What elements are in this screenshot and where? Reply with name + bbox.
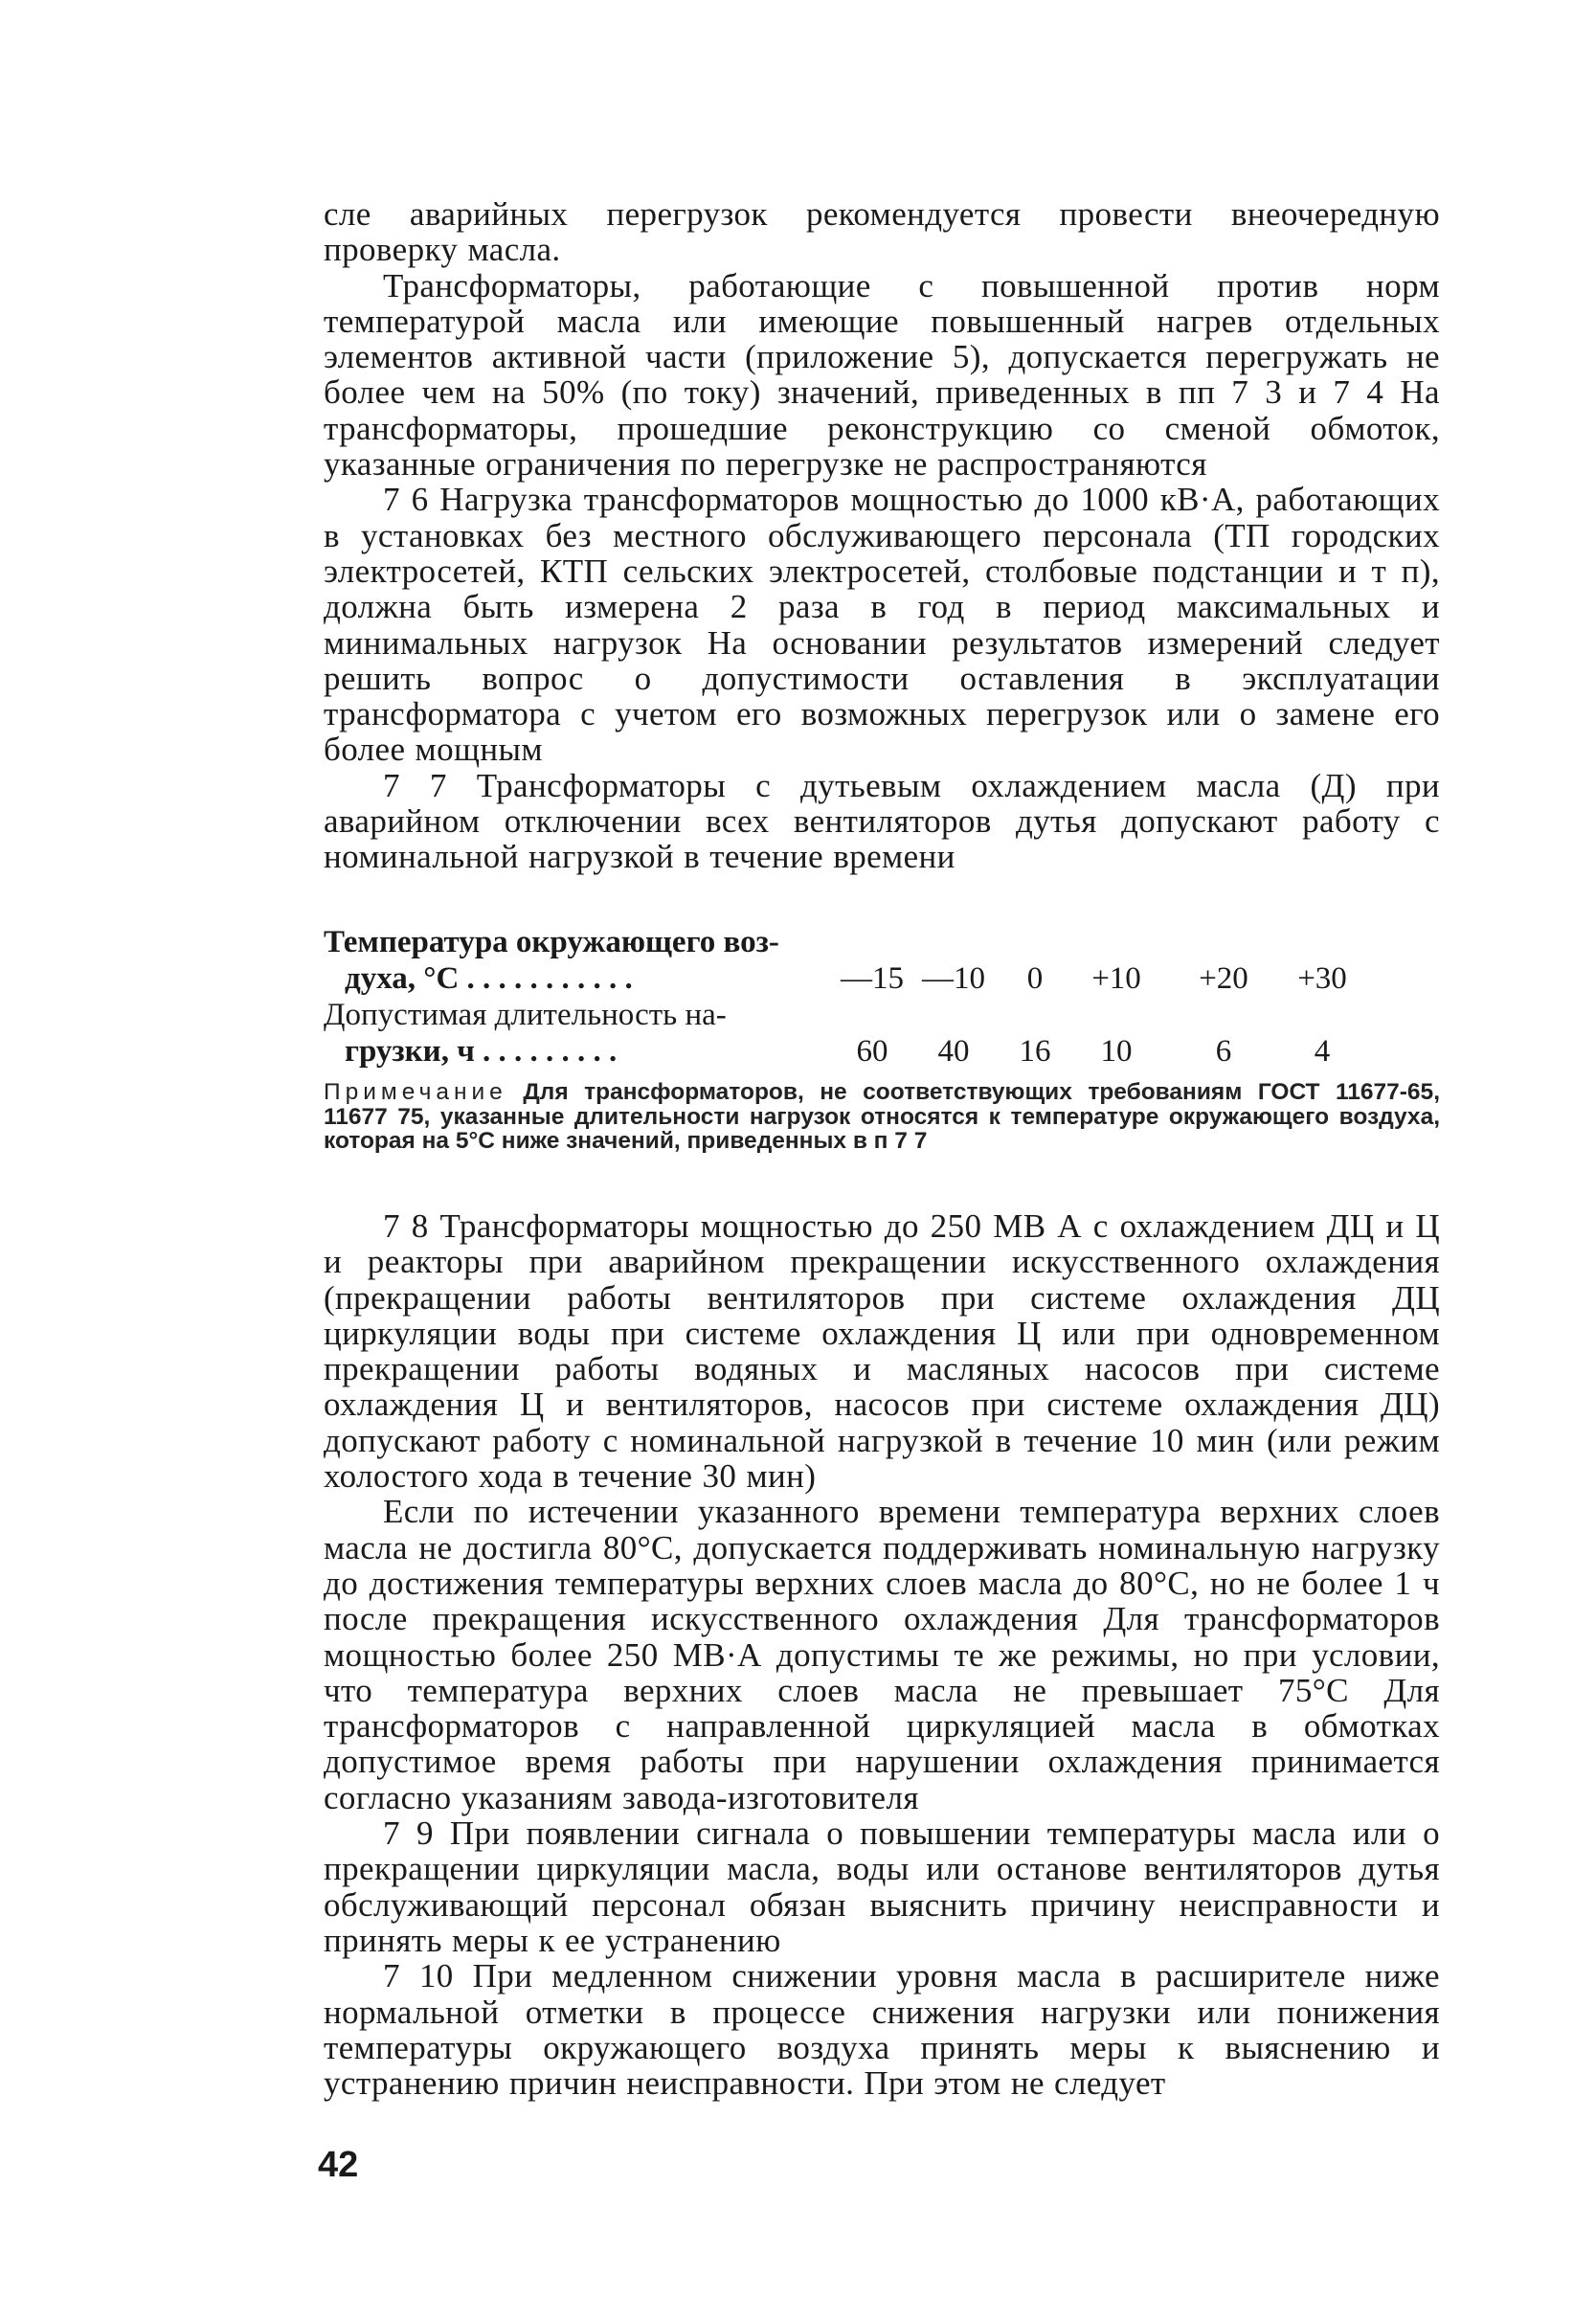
table-row-duration-label <box>324 997 1440 1033</box>
note-label: Примечание <box>324 1079 507 1105</box>
temperature-value: —15 <box>841 961 904 996</box>
page-number: 42 <box>318 2145 359 2185</box>
paragraph-7-10: 7 10 При медленном снижении уровня масла в расширителе ниже нормальной отметки в процессе снижения нагрузки или понижения температуры окружающего воздуха принять меры к выяснению и устранению причин неисправности. При этом не следует <box>324 1957 1440 2103</box>
temperature-value: 0 <box>1026 961 1044 996</box>
temperature-value: —10 <box>922 961 985 996</box>
paragraph-continuation: сле аварийных перегрузок рекомендуется провести внеочередную проверку масла. <box>324 195 1440 269</box>
table-row-duration <box>324 1033 1440 1070</box>
duration-value: 6 <box>1215 1034 1232 1069</box>
temperature-value: +30 <box>1297 961 1347 996</box>
paragraph-7-8: 7 8 Трансформаторы мощностью до 250 МВ А с охлаждением ДЦ и Ц и реакторы при аварийном прекращении искусственного охлаждения (прекращении работы вентиляторов при системе охлаждения ДЦ циркуляции воды при системе охлаждения Ц или при одновременном прекращении работы водяных и масляных насосов при системе охлаждения Ц и вентиляторов, насосов при системе охлаждения ДЦ) допускают работу с номинальной нагрузкой в течение 10 мин (или режим холостого хода в течение 30 мин) <box>324 1207 1440 1496</box>
paragraph-7-6: 7 6 Нагрузка трансформаторов мощностью до 1000 кВ·А, работающих в установках без местного обслуживающего персонала (ТП городских электросетей, КТП сельских электросетей, столбовые подстанции и т п), должна быть измерена 2 раза в год в период максимальных и минимальных нагрузок На основании результатов измерений следует решить вопрос о допустимости оставления в эксплуатации трансформатора с учетом его возможных перегрузок или о замене его более мощным <box>324 481 1440 769</box>
paragraph-overheated-transformers: Трансформаторы, работающие с повышенной против норм температурой масла или имеющие повышенный нагрев отдельных элементов активной части (приложение 5), допускается перегружать не более чем на 50% (по току) значений, приведенных в пп 7 3 и 7 4 На трансформаторы, прошедшие реконструкцию со сменой обмоток, указанные ограничения по перегрузке не распространяются <box>324 266 1440 484</box>
text-block-upper <box>324 196 1440 875</box>
temperature-value: +20 <box>1199 961 1248 996</box>
duration-value: 4 <box>1314 1034 1331 1069</box>
paragraph-7-9: 7 9 При появлении сигнала о повышении температуры масла или о прекращении циркуляции масла, воды или останове вентиляторов дутья обслуживающий персонал обязан выяснить причину неисправности и принять меры к ее устранению <box>324 1814 1440 1959</box>
load-duration-table <box>324 924 1440 1070</box>
table-footnote <box>324 1080 1440 1154</box>
duration-label-line2: грузки, ч . . . . . . . . . <box>345 1034 618 1069</box>
temperature-label-line2: духа, °С . . . . . . . . . . . <box>345 961 633 996</box>
duration-value: 60 <box>856 1034 888 1069</box>
duration-value: 16 <box>1019 1034 1051 1069</box>
duration-value: 40 <box>937 1034 970 1069</box>
paragraph-7-7: 7 7 Трансформаторы с дутьевым охлаждением масла (Д) при аварийном отключении всех вентиляторов дутья допускают работу с номинальной нагрузкой в течение времени <box>324 766 1440 876</box>
note-text: Для трансформаторов, не соответствующих требованиям ГОСТ 11677-65, 11677 75, указанные длительности нагрузок относятся к температуре окружающего воздуха, которая на 5°С ниже значений, приведенных в п 7 7 <box>324 1079 1440 1154</box>
temperature-value: +10 <box>1091 961 1141 996</box>
duration-value: 10 <box>1100 1034 1133 1069</box>
duration-label-line1: Допустимая длительность на- <box>324 998 727 1032</box>
text-block-lower <box>324 1208 1440 2101</box>
paragraph-temperature-limit: Если по истечении указанного времени температура верхних слоев масла не достигла 80°С, допускается поддерживать номинальную нагрузку до достижения температуры верхних слоев масла до 80°С, но не более 1 ч после прекращения искусственного охлаждения Для трансформаторов мощностью более 250 МВ·А допустимы те же режимы, но при условии, что температура верхних слоев масла не превышает 75°С Для трансформаторов с направленной циркуляцией масла в обмотках допустимое время работы при нарушении охлаждения принимается согласно указаниям завода-изготовителя <box>324 1493 1440 1816</box>
temperature-label-line1: Температура окружающего воз- <box>324 925 779 959</box>
table-row-temperature <box>324 960 1440 997</box>
table-row-temperature-label <box>324 924 1440 960</box>
